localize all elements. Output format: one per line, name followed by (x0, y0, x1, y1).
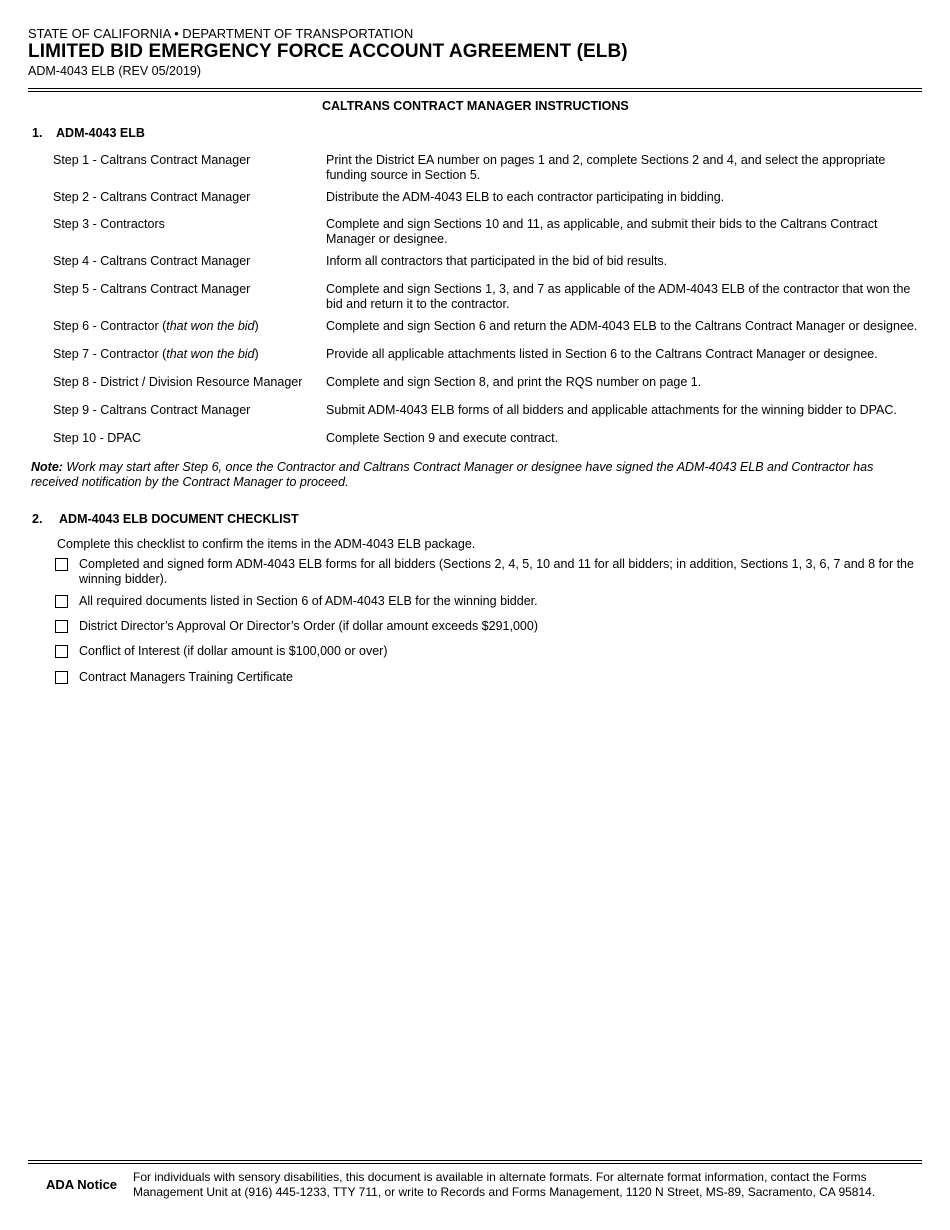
instructions-title: CALTRANS CONTRACT MANAGER INSTRUCTIONS (322, 99, 629, 113)
checklist-item (55, 644, 920, 670)
checklist-item-label: Contract Managers Training Certificate (79, 670, 293, 684)
step-row (53, 375, 923, 403)
step-actor: Step 5 - Caltrans Contract Manager (53, 282, 251, 296)
step-instruction: Complete and sign Sections 10 and 11, as applicable, and submit their bids to the Caltrans Contract Manager or designee. (326, 217, 878, 246)
step-actor: Step 7 - Contractor (that won the bid) (53, 347, 259, 361)
checklist-item (55, 619, 920, 644)
step-actor: Step 4 - Caltrans Contract Manager (53, 254, 251, 268)
checklist-checkbox-documents[interactable] (55, 595, 68, 608)
step-row (53, 254, 923, 282)
step-instruction: Print the District EA number on pages 1 and 2, complete Sections 2 and 4, and select the appropriate funding source in Section 5. (326, 153, 886, 182)
note-label: Note: (31, 460, 63, 474)
section-1-number: 1. (32, 126, 43, 140)
checklist-checkbox-forms[interactable] (55, 558, 68, 571)
footer-divider (28, 1160, 922, 1164)
step-instruction: Complete and sign Section 8, and print the RQS number on page 1. (326, 375, 702, 389)
section-2-number: 2. (32, 512, 43, 526)
checklist-item-label: Conflict of Interest (if dollar amount is $100,000 or over) (79, 644, 388, 658)
checklist-item-label: All required documents listed in Section 6 of ADM-4043 ELB for the winning bidder. (79, 594, 538, 608)
work-start-note (31, 460, 923, 490)
step-instruction: Inform all contractors that participated in the bid of bid results. (326, 254, 668, 268)
step-instruction: Provide all applicable attachments listed in Section 6 to the Caltrans Contract Manager or designee. (326, 347, 878, 361)
step-row (53, 282, 923, 319)
step-row (53, 347, 923, 375)
step-instruction: Submit ADM-4043 ELB forms of all bidders and applicable attachments for the winning bidder to DPAC. (326, 403, 897, 417)
form-number: ADM-4043 ELB (REV 05/2019) (28, 64, 202, 78)
checklist-item-label: District Director’s Approval Or Director’s Order (if dollar amount exceeds $291,000) (79, 619, 538, 633)
step-row (53, 190, 923, 217)
checklist-item (55, 557, 920, 594)
step-instruction: Distribute the ADM-4043 ELB to each contractor participating in bidding. (326, 190, 725, 204)
step-actor: Step 10 - DPAC (53, 431, 142, 445)
document-checklist (55, 557, 920, 690)
step-actor: Step 6 - Contractor (that won the bid) (53, 319, 259, 333)
form-header (28, 26, 628, 79)
ada-notice-text: For individuals with sensory disabilities, this document is available in alternate formats. For alternate format information, contact the Forms Management Unit at (916) 445-1233, TTY 711, or write to Records and Forms Management, 1120 N Street, MS-89, Sacramento, CA 95814. (133, 1170, 876, 1199)
ada-notice-label: ADA Notice (46, 1177, 118, 1192)
section-1-title: ADM-4043 ELB (56, 126, 145, 140)
step-instruction: Complete Section 9 and execute contract. (326, 431, 559, 445)
checklist-checkbox-director-approval[interactable] (55, 620, 68, 633)
header-divider (28, 88, 922, 92)
checklist-checkbox-conflict-of-interest[interactable] (55, 645, 68, 658)
checklist-item-label: Completed and signed form ADM-4043 ELB forms for all bidders (Sections 2, 4, 5, 10 and 11 for all bidders; in addition, Sections 1, 3, 6, 7 and 8 for the winning bidder). (79, 557, 914, 586)
step-instruction: Complete and sign Section 6 and return the ADM-4043 ELB to the Caltrans Contract Manager or designee. (326, 319, 918, 333)
checklist-item (55, 670, 920, 690)
section-1-heading (32, 126, 145, 140)
steps-list (53, 153, 923, 451)
step-row (53, 153, 923, 190)
checklist-item (55, 594, 920, 619)
step-actor: Step 8 - District / Division Resource Manager (53, 375, 303, 389)
step-actor: Step 2 - Caltrans Contract Manager (53, 190, 251, 204)
step-actor: Step 3 - Contractors (53, 217, 165, 231)
checklist-checkbox-training-certificate[interactable] (55, 671, 68, 684)
step-row (53, 217, 923, 254)
step-actor: Step 1 - Caltrans Contract Manager (53, 153, 251, 167)
step-row (53, 403, 923, 431)
step-row (53, 431, 923, 451)
checklist-intro: Complete this checklist to confirm the items in the ADM-4043 ELB package. (57, 537, 476, 551)
note-text: Work may start after Step 6, once the Contractor and Caltrans Contract Manager or designee have signed the ADM-4043 ELB and Contractor has received notification by the Contract Manager to proceed. (31, 460, 874, 489)
step-row (53, 319, 923, 347)
ada-notice (46, 1170, 916, 1200)
section-2-title: ADM-4043 ELB DOCUMENT CHECKLIST (59, 512, 299, 526)
step-instruction: Complete and sign Sections 1, 3, and 7 as applicable of the ADM-4043 ELB of the contractor that won the bid and return it to the contractor. (326, 282, 911, 311)
agency-name: STATE OF CALIFORNIA • DEPARTMENT OF TRANSPORTATION (28, 26, 414, 41)
step-actor: Step 9 - Caltrans Contract Manager (53, 403, 251, 417)
section-2-heading (32, 512, 299, 526)
form-title: LIMITED BID EMERGENCY FORCE ACCOUNT AGREEMENT (ELB) (28, 41, 628, 62)
